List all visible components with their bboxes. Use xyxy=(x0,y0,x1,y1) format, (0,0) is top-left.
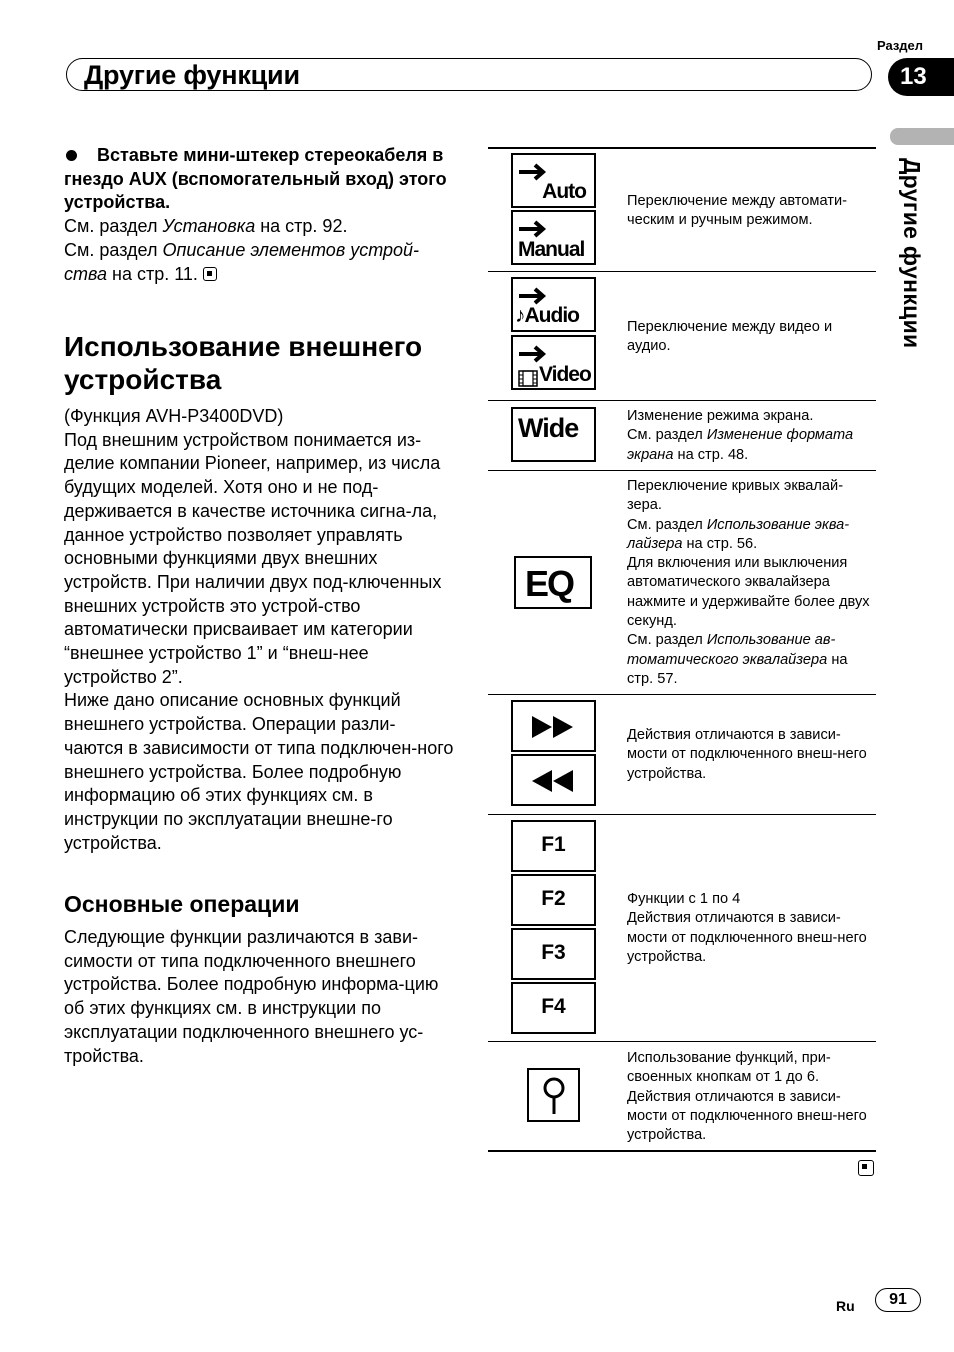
manual-key[interactable] xyxy=(511,210,596,265)
rewind-key[interactable] xyxy=(511,754,596,806)
ops-paragraph: Следующие функции различаются в зави-симости от типа подключенного внешнего устройства. Более подробную информа-цию об этих функциях см. в инструкции по эксплуатации подключенного внешнего ус-тройства. xyxy=(64,927,439,1066)
table-rule xyxy=(488,400,876,401)
fast-forward-key[interactable] xyxy=(511,700,596,752)
section-number: 13 xyxy=(900,63,927,90)
auto-eq-reference xyxy=(627,631,875,689)
eq-desc-line: Для включения или выключения автоматического эквалайзера нажмите и удерживайте более двух секунд. xyxy=(627,555,870,630)
auto-key-label: Auto xyxy=(542,180,586,203)
table-rule xyxy=(488,470,876,471)
table-rule xyxy=(488,147,876,149)
f4-key-label: F4 xyxy=(541,995,566,1018)
aux-note xyxy=(64,144,454,286)
reference-install xyxy=(64,215,454,239)
ref-suffix: на стр. 56. xyxy=(682,535,758,552)
section-label: Раздел xyxy=(876,38,924,53)
language-label: Ru xyxy=(836,1298,855,1314)
table-rule xyxy=(488,694,876,695)
wide-reference xyxy=(627,426,875,465)
ref-prefix: См. раздел xyxy=(64,239,163,260)
ref-prefix: См. раздел xyxy=(627,427,707,444)
auto-manual-description: Переключение между автомати-ческим и ручным режимом. xyxy=(627,193,847,229)
page-number: 91 xyxy=(875,1288,921,1312)
bullet-item xyxy=(64,144,454,215)
bullet-dot xyxy=(66,150,77,161)
table-rule xyxy=(488,271,876,272)
ref-prefix: См. раздел xyxy=(627,516,707,533)
eq-desc-line: Переключение кривых эквалай-зера. xyxy=(627,478,844,514)
table-rule xyxy=(488,814,876,815)
fast-forward-icon xyxy=(532,716,576,738)
audio-key[interactable] xyxy=(511,277,596,332)
bullet-text: Вставьте мини-штекер стереокабеля в гнездо AUX (вспомогательный вход) этого устройства. xyxy=(64,145,447,213)
ref-suffix: на стр. 11. xyxy=(107,263,198,284)
side-section-title: Другие функции xyxy=(899,158,925,349)
usage-paragraph-1: Под внешним устройством понимается из-делие компании Pioneer, например, из числа будущих моделей. Хотя оно и не под-держивается в качестве источника сигна-ла, данное устройство позволяет управлять основными функциями двух внешних устройств. При наличии двух под-ключенных внешних устройств это устрой-ство автоматически присваивает им категории “внешнее устройство 1” и “внеш-нее устройство 2”. xyxy=(64,429,442,687)
search-desc-line: Действия отличаются в зависи-мости от подключенного внеш-него устройства. xyxy=(627,1088,867,1144)
ref-link: Использование эква-лайзера xyxy=(627,516,850,552)
wide-key-label: Wide xyxy=(518,413,579,443)
f1-key[interactable] xyxy=(511,820,596,872)
wide-description xyxy=(627,407,875,465)
rewind-icon xyxy=(532,770,576,792)
f2-key[interactable] xyxy=(511,874,596,926)
model-note: (Функция AVH-P3400DVD) xyxy=(64,406,284,426)
f1-key-label: F1 xyxy=(541,833,566,856)
ref-link: Использование ав-томатического эквалайзера xyxy=(627,632,836,668)
ref-prefix: См. раздел xyxy=(627,632,707,649)
f2-key-label: F2 xyxy=(541,887,566,910)
table-rule xyxy=(488,1041,876,1042)
search-desc-line: Использование функций, при-своенных кнопкам от 1 до 6. xyxy=(627,1050,831,1086)
ref-suffix: на стр. 57. xyxy=(627,651,848,687)
f-keys-description xyxy=(627,890,875,967)
eq-description xyxy=(627,477,875,689)
search-key[interactable] xyxy=(527,1068,580,1122)
section-number-badge xyxy=(888,58,954,96)
video-key[interactable] xyxy=(511,335,596,390)
video-key-label: Video xyxy=(539,363,591,386)
arrow-right-icon xyxy=(518,343,554,365)
eq-key[interactable] xyxy=(514,556,592,609)
ref-link: Описание элементов устрой-ства xyxy=(64,239,420,284)
end-mark-icon xyxy=(858,1160,874,1176)
ffrew-description: Действия отличаются в зависи-мости от подключенного внеш-него устройства. xyxy=(627,727,867,782)
f3-key[interactable] xyxy=(511,928,596,980)
section-heading: Использование внешнего устройства xyxy=(64,331,423,395)
audio-key-label: Audio xyxy=(524,304,579,327)
subsection-heading: Основные операции xyxy=(64,891,300,917)
usage-text xyxy=(64,405,454,855)
audio-video-description: Переключение между видео и аудио. xyxy=(627,319,833,355)
eq-reference xyxy=(627,516,875,555)
auto-key[interactable] xyxy=(511,153,596,208)
f-keys-desc-line: Действия отличаются в зависи-мости от подключенного внеш-него устройства. xyxy=(627,910,867,965)
ref-prefix: См. раздел xyxy=(64,216,163,237)
end-mark-icon xyxy=(203,267,217,281)
arrow-right-icon xyxy=(518,218,554,240)
manual-key-label: Manual xyxy=(518,238,585,261)
eq-key-label: EQ xyxy=(525,563,574,604)
wide-key[interactable] xyxy=(511,407,596,462)
side-tab-marker xyxy=(890,128,954,145)
ref-link: Изменение формата экрана xyxy=(627,427,854,463)
usage-paragraph-2: Ниже дано описание основных функций внешнего устройства. Операции разли-чаются в зависимости от типа подключен-ного внешнего устройства. Более подробную информацию об этих функциях см. в инструкции по эксплуатации внешне-го устройства. xyxy=(64,690,454,853)
music-note-icon: ♪ xyxy=(515,304,525,327)
f3-key-label: F3 xyxy=(541,941,566,964)
reference-description xyxy=(64,239,454,286)
film-icon xyxy=(518,370,538,387)
ref-link: Установка xyxy=(162,216,256,237)
f-keys-desc-line: Функции с 1 по 4 xyxy=(627,891,741,907)
ref-suffix: на стр. 92. xyxy=(255,216,348,237)
search-icon xyxy=(541,1076,567,1116)
f4-key[interactable] xyxy=(511,982,596,1034)
ref-suffix: на стр. 48. xyxy=(673,446,749,463)
search-description xyxy=(627,1049,875,1145)
table-rule xyxy=(488,1150,876,1152)
page-title: Другие функции xyxy=(84,60,300,90)
wide-desc-line: Изменение режима экрана. xyxy=(627,408,814,424)
